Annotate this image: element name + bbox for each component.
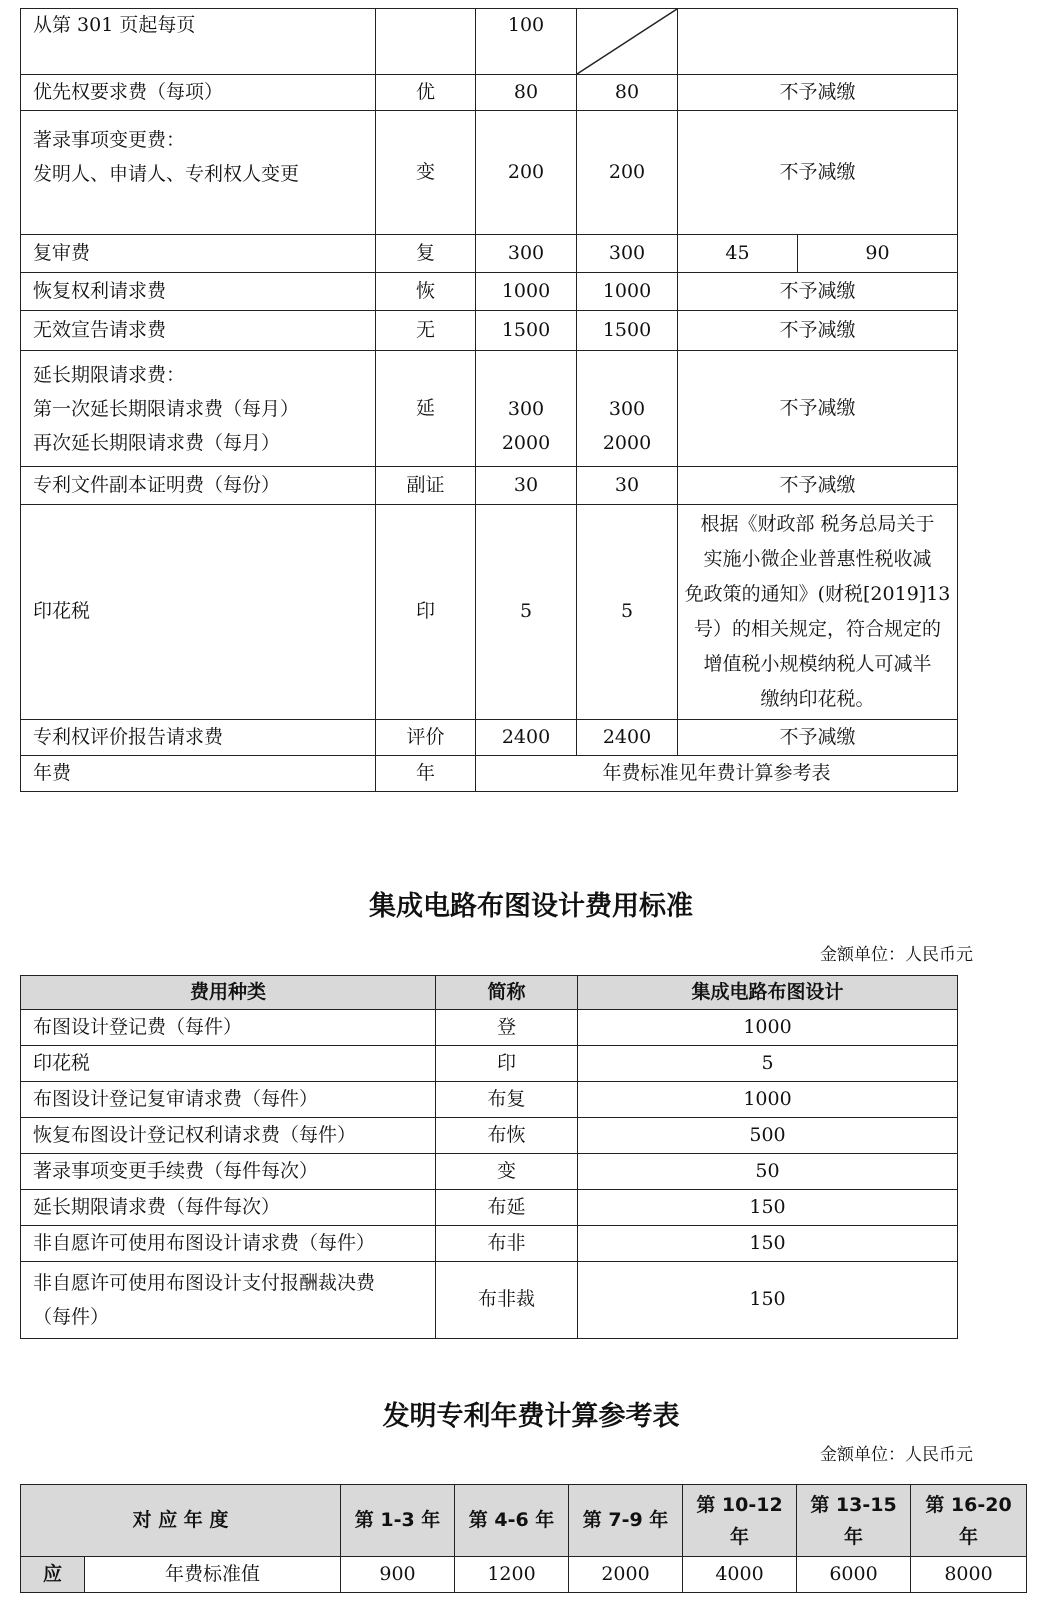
annual-currency-unit: 金额单位：人民币元 (820, 1445, 973, 1465)
annual-fee-value: 8000 (911, 1557, 1027, 1593)
note-line: 根据《财政部 税务总局关于 (700, 513, 935, 535)
year-line: 第 16-20 (925, 1493, 1012, 1516)
fee-name-line: 非自愿许可使用布图设计支付报酬裁决费 (33, 1272, 376, 1294)
note-line: 号）的相关规定，符合规定的 (693, 618, 941, 640)
year-line: 第 4-6 年 (468, 1508, 555, 1531)
fee-mid-2: 2000 (602, 431, 652, 454)
reduction-empty (678, 9, 958, 75)
fee-reduction-a: 45 (678, 235, 798, 273)
fee-reduction: 不予减缴 (678, 111, 958, 235)
stamp-tax-note (678, 505, 958, 720)
fee-standard: 2400 (476, 720, 577, 756)
fee-abbr: 布复 (436, 1082, 578, 1118)
fee-name (21, 351, 376, 467)
fee-name-line: （每件） (33, 1306, 110, 1328)
column-header-ic-design: 集成电路布图设计 (578, 976, 958, 1010)
fee-name: 延长期限请求费（每件每次） (21, 1190, 436, 1226)
fee-standard: 1500 (476, 311, 577, 351)
annual-fee-note: 年费标准见年费计算参考表 (476, 756, 958, 792)
year-line: 年 (959, 1525, 979, 1548)
fee-name-line: 发明人、申请人、专利权人变更 (33, 163, 300, 185)
table-row (21, 1010, 958, 1046)
fee-name-line: 第一次延长期限请求费（每月） (33, 397, 300, 420)
table-row (21, 720, 958, 756)
fee-name: 非自愿许可使用布图设计请求费（每件） (21, 1226, 436, 1262)
year-line: 第 1-3 年 (354, 1508, 441, 1531)
fee-name-line: 著录事项变更费： (33, 129, 186, 151)
table-row (21, 467, 958, 505)
fee-name: 布图设计登记费（每件） (21, 1010, 436, 1046)
fee-value: 150 (578, 1226, 958, 1262)
fee-abbr: 布非 (436, 1226, 578, 1262)
fee-mid: 1500 (577, 311, 678, 351)
column-header-years (911, 1485, 1027, 1557)
table-row (21, 1082, 958, 1118)
fee-name: 专利权评价报告请求费 (21, 720, 376, 756)
column-header-years (569, 1485, 683, 1557)
fee-name: 复审费 (21, 235, 376, 273)
fee-value: 1000 (578, 1010, 958, 1046)
fee-value: 500 (578, 1118, 958, 1154)
table-row (21, 1262, 958, 1339)
fee-abbr: 副证 (376, 467, 476, 505)
note-line: 免政策的通知》(财税[2019]13 (684, 583, 951, 605)
fee-mid: 2400 (577, 720, 678, 756)
annual-fee-value: 2000 (569, 1557, 683, 1593)
fee-name: 著录事项变更手续费（每件每次） (21, 1154, 436, 1190)
fee-name: 恢复布图设计登记权利请求费（每件） (21, 1118, 436, 1154)
fee-reduction: 不予减缴 (678, 351, 958, 467)
ic-section-title: 集成电路布图设计费用标准 (369, 891, 693, 922)
fee-abbr: 布延 (436, 1190, 578, 1226)
fee-abbr: 印 (436, 1046, 578, 1082)
fee-abbr: 变 (436, 1154, 578, 1190)
fee-name: 恢复权利请求费 (21, 273, 376, 311)
fee-value: 150 (578, 1190, 958, 1226)
diagonal-cell (577, 9, 678, 75)
fee-abbr: 年 (376, 756, 476, 792)
fee-abbr: 恢 (376, 273, 476, 311)
fee-abbr: 布非裁 (436, 1262, 578, 1339)
year-line: 第 10-12 (696, 1493, 783, 1516)
fee-abbr (376, 9, 476, 75)
year-line: 第 13-15 (810, 1493, 897, 1516)
fee-name: 专利文件副本证明费（每份） (21, 467, 376, 505)
column-header-abbr: 简称 (436, 976, 578, 1010)
fee-reduction-b: 90 (798, 235, 958, 273)
fee-value: 150 (578, 1262, 958, 1339)
column-header-year: 对 应 年 度 (21, 1485, 341, 1557)
table-row (21, 1046, 958, 1082)
fee-mid: 80 (577, 75, 678, 111)
fee-mid-1: 300 (608, 397, 646, 420)
table-row (21, 9, 958, 75)
fee-name (21, 111, 376, 235)
fee-mid (577, 351, 678, 467)
fee-name: 印花税 (21, 1046, 436, 1082)
fee-name: 优先权要求费（每项） (21, 75, 376, 111)
table-header-row (21, 976, 958, 1010)
year-line: 年 (730, 1525, 750, 1548)
fee-standard-1: 300 (507, 397, 545, 420)
annual-fee-value: 6000 (797, 1557, 911, 1593)
annual-section-title: 发明专利年费计算参考表 (382, 1401, 680, 1432)
year-line: 第 7-9 年 (582, 1508, 669, 1531)
fee-standard: 30 (476, 467, 577, 505)
table-row (21, 1190, 958, 1226)
table-row (21, 235, 958, 273)
fee-mid: 300 (577, 235, 678, 273)
note-line: 实施小微企业普惠性税收减 (703, 548, 932, 570)
fee-abbr: 评价 (376, 720, 476, 756)
table-row (21, 273, 958, 311)
fee-reduction: 不予减缴 (678, 75, 958, 111)
fee-abbr: 布恢 (436, 1118, 578, 1154)
table-row (21, 1118, 958, 1154)
annual-fee-value: 1200 (455, 1557, 569, 1593)
note-line: 缴纳印花税。 (760, 688, 875, 710)
fee-reduction: 不予减缴 (678, 467, 958, 505)
fee-reduction: 不予减缴 (678, 273, 958, 311)
fee-name: 从第 301 页起每页 (21, 9, 376, 75)
table-row (21, 1154, 958, 1190)
fee-name-line: 再次延长期限请求费（每月） (33, 431, 281, 454)
table-row (21, 1557, 1027, 1593)
annual-fee-value: 4000 (683, 1557, 797, 1593)
fee-mid: 1000 (577, 273, 678, 311)
fee-mid: 200 (577, 111, 678, 235)
table-row (21, 111, 958, 235)
fee-standard (476, 351, 577, 467)
fee-abbr: 延 (376, 351, 476, 467)
table-row (21, 1226, 958, 1262)
table-row (21, 505, 958, 720)
table-header-row (21, 1485, 1027, 1557)
fee-mid: 5 (577, 505, 678, 720)
ic-fees-table (20, 975, 958, 1339)
column-header-years (341, 1485, 455, 1557)
ic-currency-unit: 金额单位：人民币元 (820, 945, 973, 965)
fee-name (21, 1262, 436, 1339)
fee-standard: 200 (476, 111, 577, 235)
year-line: 年 (844, 1525, 864, 1548)
fee-standard: 100 (476, 9, 577, 75)
diagonal-line (577, 9, 677, 74)
row-label: 年费标准值 (85, 1557, 341, 1593)
annual-fee-table (20, 1484, 1027, 1593)
fee-standard: 80 (476, 75, 577, 111)
fee-name-line: 延长期限请求费： (33, 363, 186, 386)
fee-name: 布图设计登记复审请求费（每件） (21, 1082, 436, 1118)
fee-reduction: 不予减缴 (678, 311, 958, 351)
fee-name: 年费 (21, 756, 376, 792)
fee-value: 50 (578, 1154, 958, 1190)
fee-value: 1000 (578, 1082, 958, 1118)
fee-reduction: 不予减缴 (678, 720, 958, 756)
fee-abbr: 复 (376, 235, 476, 273)
fee-abbr: 印 (376, 505, 476, 720)
column-header-fee-type: 费用种类 (21, 976, 436, 1010)
annual-fee-value: 900 (341, 1557, 455, 1593)
note-line: 增值税小规模纳税人可减半 (703, 653, 932, 675)
fee-standard: 300 (476, 235, 577, 273)
fee-abbr: 无 (376, 311, 476, 351)
fee-value: 5 (578, 1046, 958, 1082)
fee-standard: 5 (476, 505, 577, 720)
column-header-years (683, 1485, 797, 1557)
fee-mid: 30 (577, 467, 678, 505)
patent-fees-table (20, 8, 958, 792)
fee-abbr: 登 (436, 1010, 578, 1046)
fee-name: 印花税 (21, 505, 376, 720)
fee-standard: 1000 (476, 273, 577, 311)
table-row (21, 75, 958, 111)
fee-abbr: 变 (376, 111, 476, 235)
table-row (21, 756, 958, 792)
column-header-years (797, 1485, 911, 1557)
row-prefix: 应 (21, 1557, 85, 1593)
fee-standard-2: 2000 (501, 431, 551, 454)
fee-abbr: 优 (376, 75, 476, 111)
fee-name: 无效宣告请求费 (21, 311, 376, 351)
column-header-years (455, 1485, 569, 1557)
table-row (21, 351, 958, 467)
table-row (21, 311, 958, 351)
